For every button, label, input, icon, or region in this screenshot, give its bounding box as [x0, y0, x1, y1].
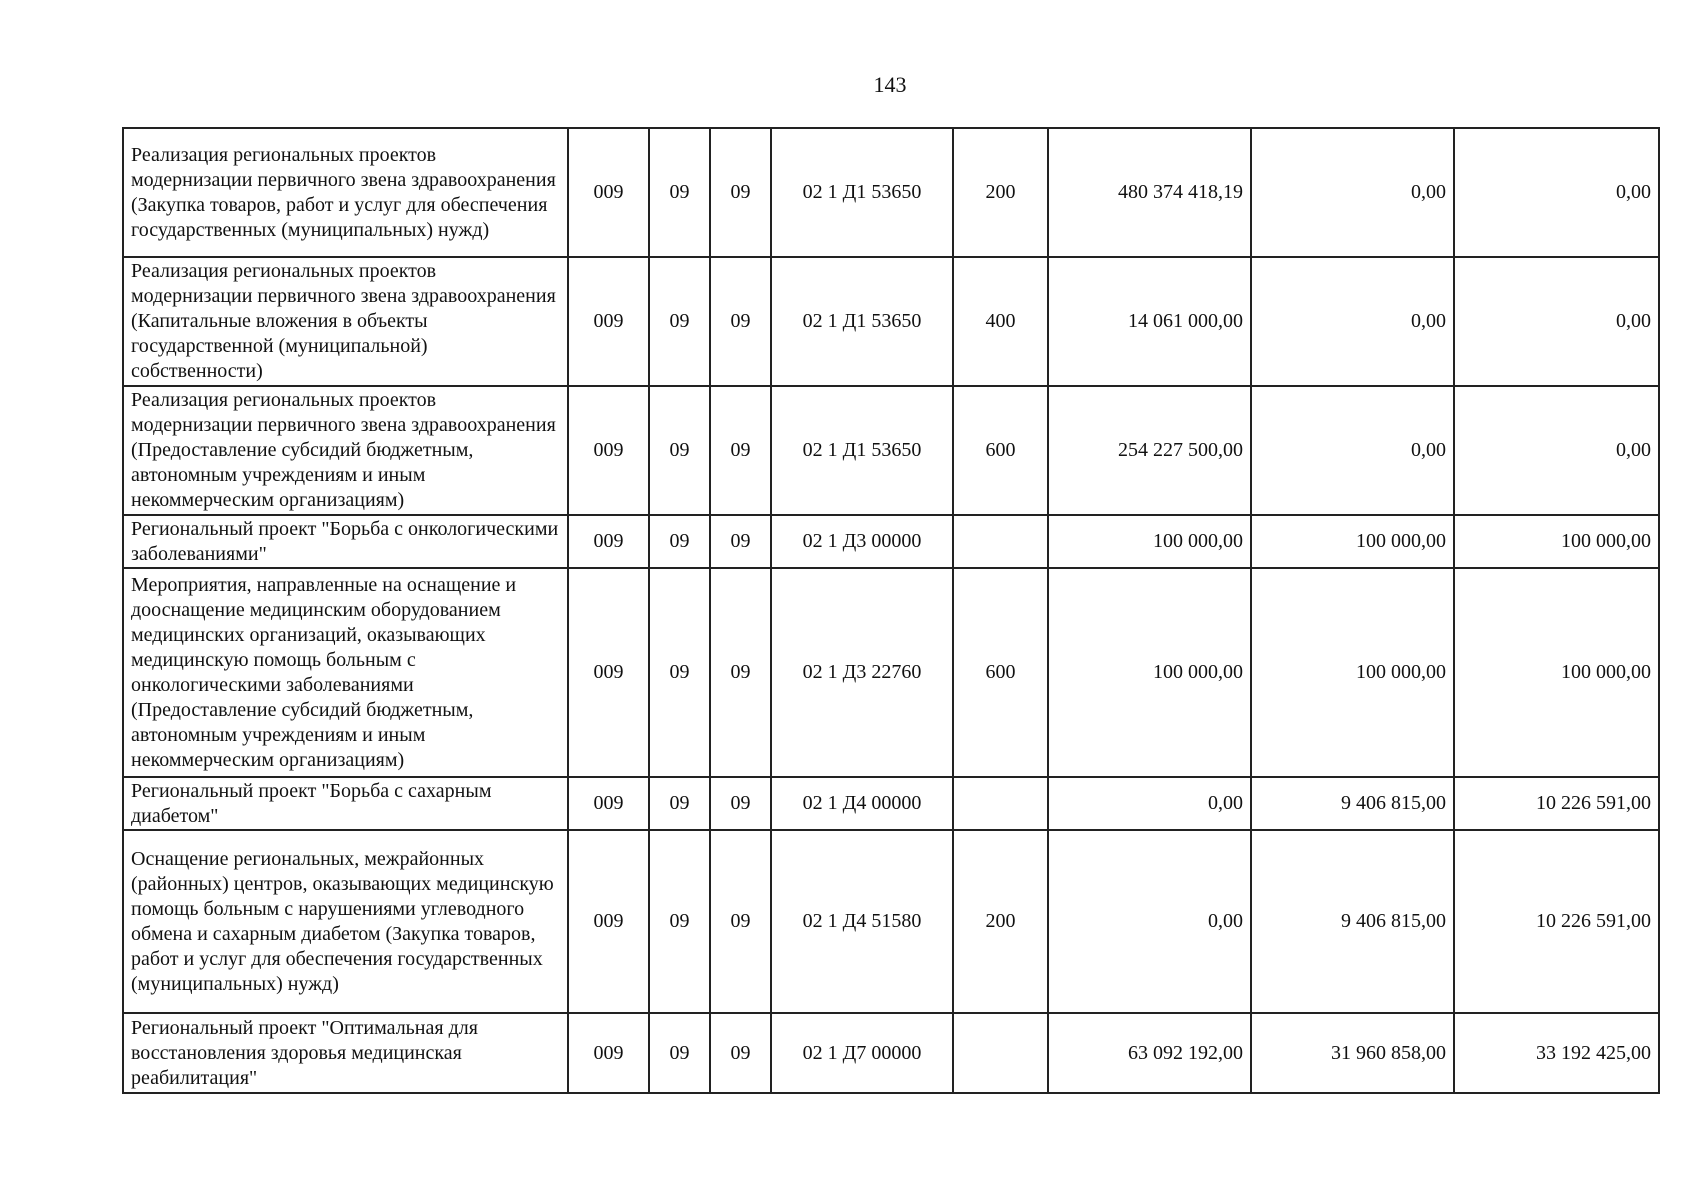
row-sum-2: 0,00 — [1251, 386, 1454, 515]
row-sum-3: 33 192 425,00 — [1454, 1013, 1659, 1093]
row-csr: 02 1 Д4 51580 — [771, 830, 953, 1013]
row-name: Реализация региональных проектов модернизации первичного звена здравоохранения (Капитальные вложения в объекты государственной (муниципальной) собственности) — [123, 257, 568, 386]
table-row — [123, 257, 1659, 386]
row-sum-2: 0,00 — [1251, 257, 1454, 386]
row-sum-2: 100 000,00 — [1251, 515, 1454, 568]
row-sum-2: 31 960 858,00 — [1251, 1013, 1454, 1093]
row-sum-2: 0,00 — [1251, 128, 1454, 257]
row-sum-1: 254 227 500,00 — [1048, 386, 1251, 515]
row-name: Региональный проект "Борьба с онкологическими заболеваниями" — [123, 515, 568, 568]
table-row — [123, 777, 1659, 830]
row-pr: 09 — [710, 568, 771, 777]
row-sum-1: 100 000,00 — [1048, 568, 1251, 777]
table-row — [123, 515, 1659, 568]
row-ved: 009 — [568, 515, 649, 568]
table-row — [123, 386, 1659, 515]
row-sum-1: 0,00 — [1048, 830, 1251, 1013]
row-name: Региональный проект "Оптимальная для восстановления здоровья медицинская реабилитация" — [123, 1013, 568, 1093]
row-sum-3: 10 226 591,00 — [1454, 777, 1659, 830]
row-vr: 600 — [953, 568, 1048, 777]
row-vr: 600 — [953, 386, 1048, 515]
row-csr: 02 1 Д3 22760 — [771, 568, 953, 777]
row-sum-3: 0,00 — [1454, 128, 1659, 257]
page-number: 143 — [873, 72, 907, 97]
row-ved: 009 — [568, 386, 649, 515]
row-vr — [953, 1013, 1048, 1093]
row-name: Мероприятия, направленные на оснащение и дооснащение медицинским оборудованием медицинских организаций, оказывающих медицинскую помощь больным с онкологическими заболеваниями (Предоставление субсидий бюджетным, автономным учреждениям и иным некоммерческим организациям) — [123, 568, 568, 777]
row-ved: 009 — [568, 257, 649, 386]
table-row — [123, 568, 1659, 777]
row-rz: 09 — [649, 777, 710, 830]
row-csr: 02 1 Д1 53650 — [771, 128, 953, 257]
row-vr: 200 — [953, 128, 1048, 257]
row-pr: 09 — [710, 515, 771, 568]
table-row — [123, 830, 1659, 1013]
row-pr: 09 — [710, 257, 771, 386]
row-sum-3: 10 226 591,00 — [1454, 830, 1659, 1013]
row-pr: 09 — [710, 128, 771, 257]
row-rz: 09 — [649, 128, 710, 257]
table-row — [123, 128, 1659, 257]
row-sum-1: 100 000,00 — [1048, 515, 1251, 568]
row-vr: 200 — [953, 830, 1048, 1013]
row-name: Региональный проект "Борьба с сахарным диабетом" — [123, 777, 568, 830]
row-csr: 02 1 Д1 53650 — [771, 386, 953, 515]
row-vr — [953, 515, 1048, 568]
row-ved: 009 — [568, 128, 649, 257]
row-pr: 09 — [710, 777, 771, 830]
row-ved: 009 — [568, 568, 649, 777]
row-sum-1: 480 374 418,19 — [1048, 128, 1251, 257]
table-row — [123, 1013, 1659, 1093]
row-rz: 09 — [649, 830, 710, 1013]
row-csr: 02 1 Д1 53650 — [771, 257, 953, 386]
row-sum-1: 14 061 000,00 — [1048, 257, 1251, 386]
row-sum-1: 0,00 — [1048, 777, 1251, 830]
row-name: Оснащение региональных, межрайонных (районных) центров, оказывающих медицинскую помощь больным с нарушениями углеводного обмена и сахарным диабетом (Закупка товаров, работ и услуг для обеспечения государственных (муниципальных) нужд) — [123, 830, 568, 1013]
row-rz: 09 — [649, 515, 710, 568]
row-ved: 009 — [568, 830, 649, 1013]
row-rz: 09 — [649, 257, 710, 386]
row-pr: 09 — [710, 386, 771, 515]
row-name: Реализация региональных проектов модернизации первичного звена здравоохранения (Предоставление субсидий бюджетным, автономным учреждениям и иным некоммерческим организациям) — [123, 386, 568, 515]
row-vr: 400 — [953, 257, 1048, 386]
row-csr: 02 1 Д4 00000 — [771, 777, 953, 830]
row-ved: 009 — [568, 1013, 649, 1093]
row-sum-2: 100 000,00 — [1251, 568, 1454, 777]
row-csr: 02 1 Д3 00000 — [771, 515, 953, 568]
row-sum-3: 100 000,00 — [1454, 515, 1659, 568]
row-sum-3: 0,00 — [1454, 386, 1659, 515]
row-rz: 09 — [649, 1013, 710, 1093]
row-pr: 09 — [710, 1013, 771, 1093]
row-sum-1: 63 092 192,00 — [1048, 1013, 1251, 1093]
row-name: Реализация региональных проектов модернизации первичного звена здравоохранения (Закупка товаров, работ и услуг для обеспечения государственных (муниципальных) нужд) — [123, 128, 568, 257]
row-sum-3: 0,00 — [1454, 257, 1659, 386]
row-vr — [953, 777, 1048, 830]
row-rz: 09 — [649, 568, 710, 777]
row-sum-2: 9 406 815,00 — [1251, 830, 1454, 1013]
row-sum-2: 9 406 815,00 — [1251, 777, 1454, 830]
budget-table — [122, 127, 1660, 1094]
row-sum-3: 100 000,00 — [1454, 568, 1659, 777]
row-ved: 009 — [568, 777, 649, 830]
row-csr: 02 1 Д7 00000 — [771, 1013, 953, 1093]
row-pr: 09 — [710, 830, 771, 1013]
row-rz: 09 — [649, 386, 710, 515]
